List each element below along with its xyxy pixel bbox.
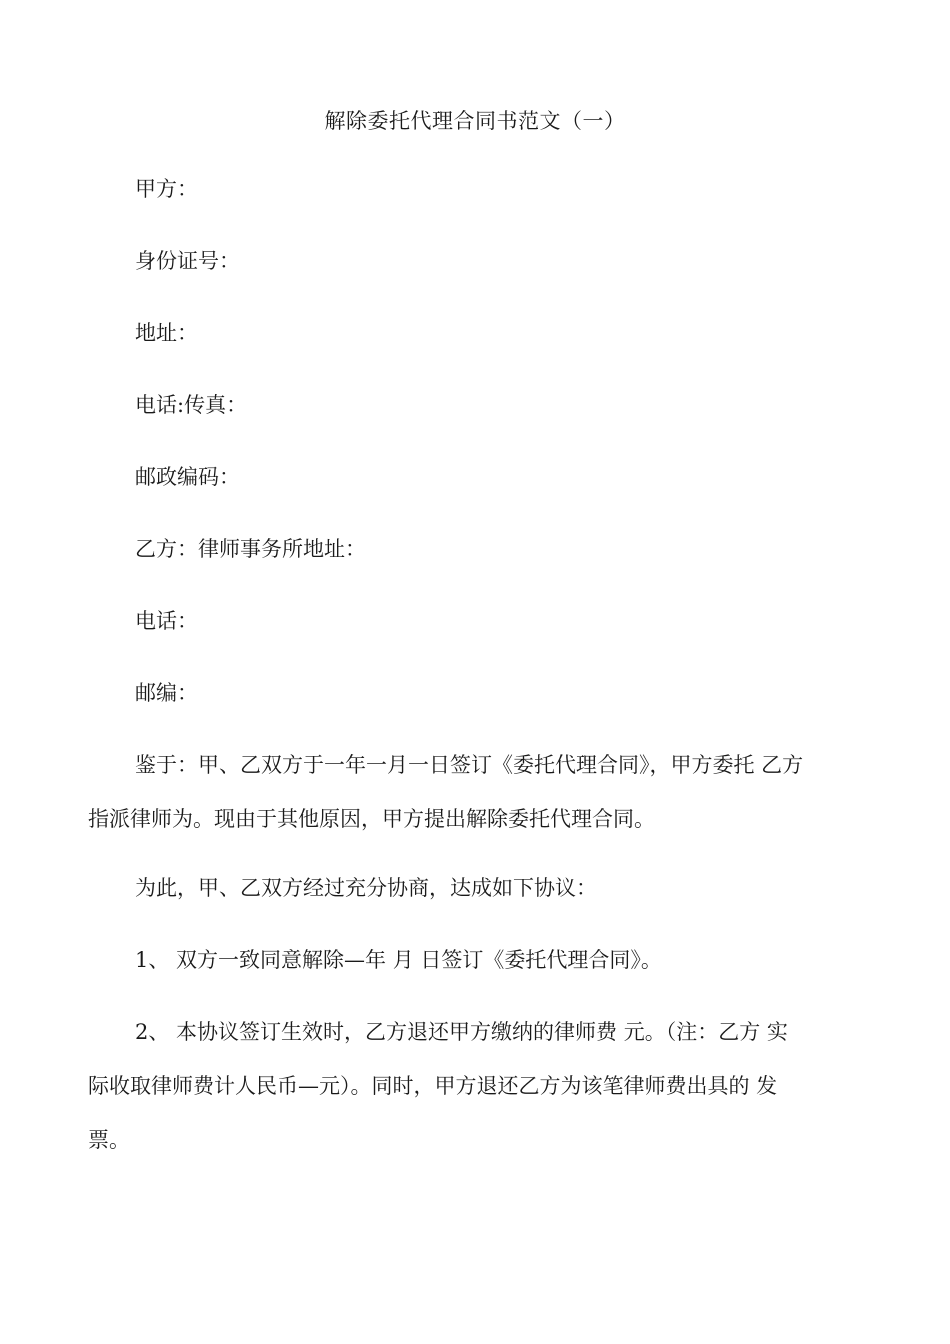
address-field: 地址： xyxy=(135,321,198,345)
recital-paragraph xyxy=(88,750,863,834)
party-b-phone-field: 电话： xyxy=(135,609,198,633)
clause-2-line: 票。 xyxy=(88,1128,130,1152)
recital-line: 指派律师为。现由于其他原因，甲方提出解除委托代理合同。 xyxy=(88,807,655,831)
party-b-postcode-field: 邮编： xyxy=(135,681,198,705)
clause-2 xyxy=(88,1017,863,1155)
party-a-field: 甲方： xyxy=(135,177,198,201)
party-b-field: 乙方：律师事务所地址： xyxy=(135,537,366,561)
postal-code-field: 邮政编码： xyxy=(135,465,240,489)
agreement-intro: 为此，甲、乙双方经过充分协商，达成如下协议： xyxy=(135,876,597,900)
recital-line: 鉴于：甲、乙双方于一年一月一日签订《委托代理合同》，甲方委托 乙方 xyxy=(135,753,804,777)
clause-2-line: 际收取律师费计人民币—元）。同时，甲方退还乙方为该笔律师费出具的 发 xyxy=(88,1074,778,1098)
phone-fax-field: 电话:传真： xyxy=(135,393,248,417)
clause-2-line: 2、 本协议签订生效时，乙方退还甲方缴纳的律师费 元。（注：乙方 实 xyxy=(135,1020,788,1044)
document-title: 解除委托代理合同书范文（一） xyxy=(324,109,626,133)
id-number-field: 身份证号： xyxy=(135,249,240,273)
clause-1: 1、 双方一致同意解除—年 月 日签订《委托代理合同》。 xyxy=(135,948,662,972)
